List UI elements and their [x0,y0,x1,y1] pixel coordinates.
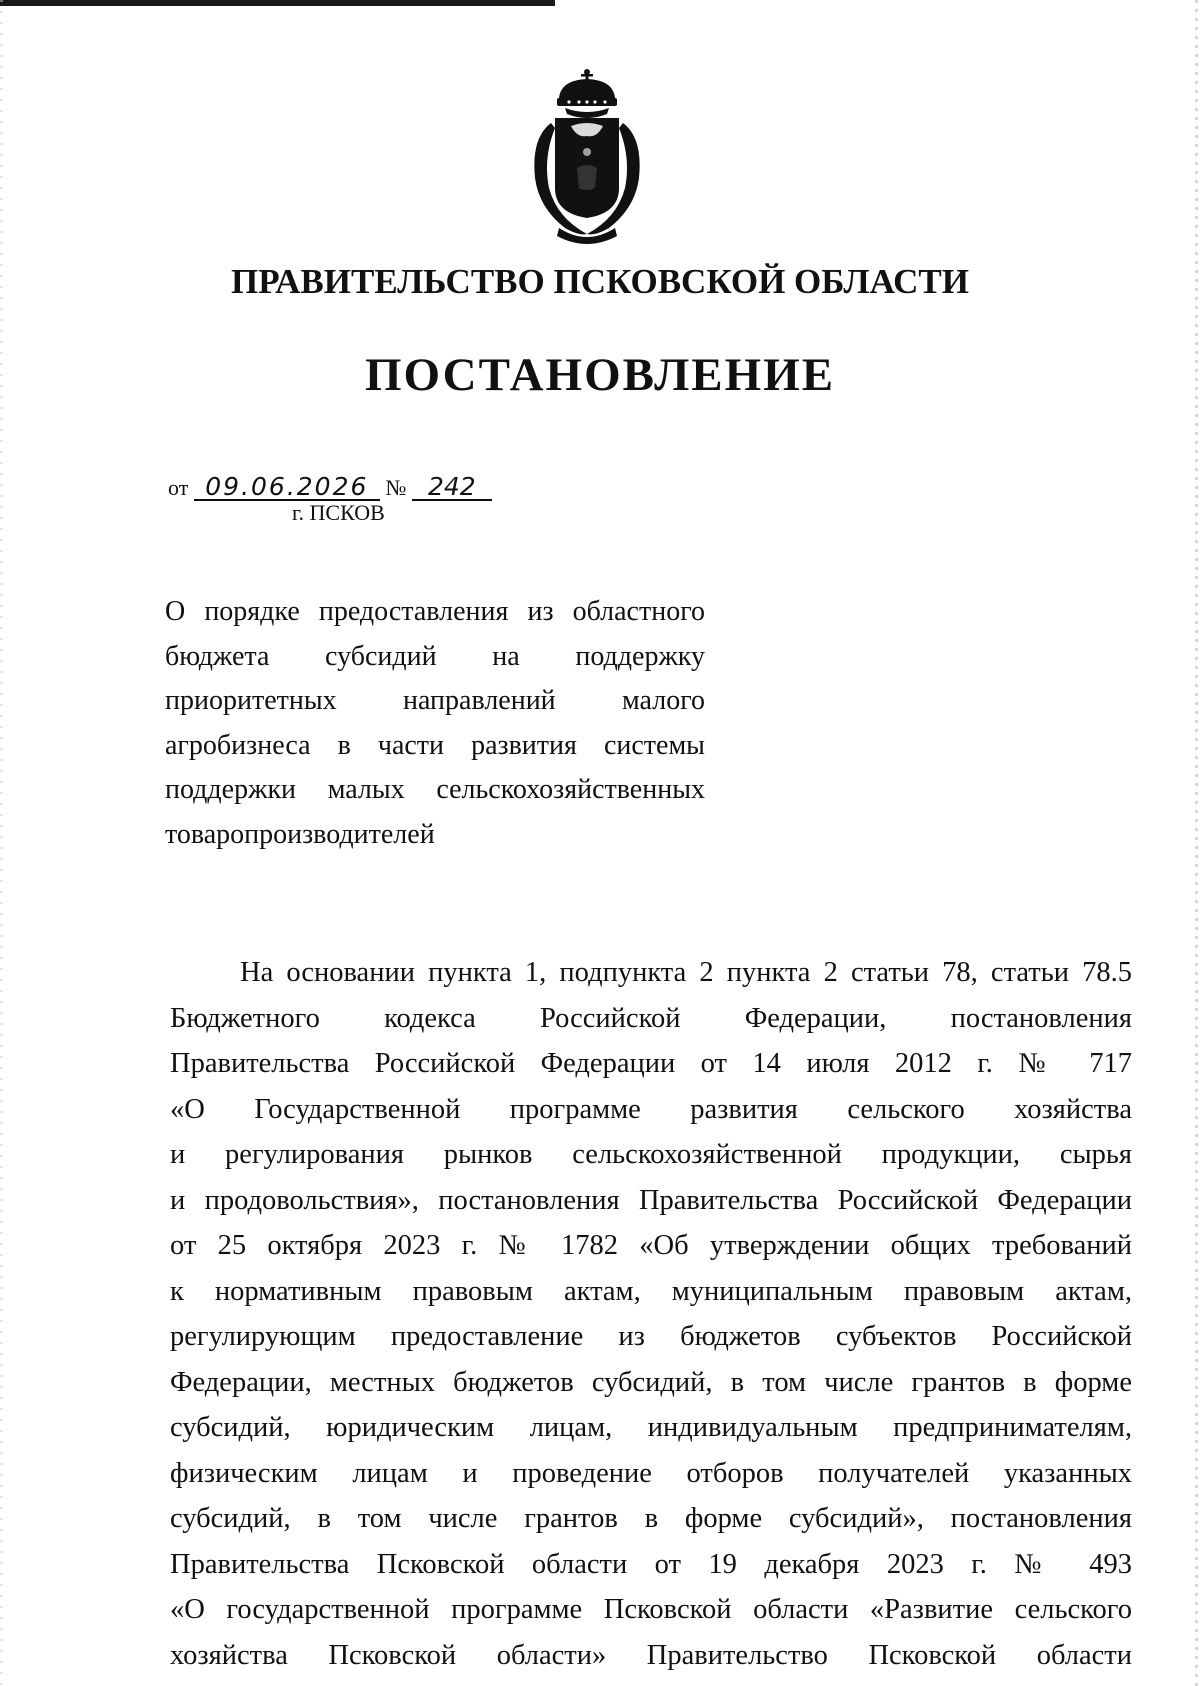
organization-title: ПРАВИТЕЛЬСТВО ПСКОВСКОЙ ОБЛАСТИ [231,262,969,301]
document-type-title: ПОСТАНОВЛЕНИЕ [364,349,836,401]
coat-of-arms-icon [525,68,650,248]
body-line: субсидий, юридическим лицам, индивидуальным предпринимателям, [170,1412,1132,1443]
city-label: г. ПСКОВ [292,500,385,525]
number-label: № [385,475,407,500]
subject-line: агробизнеса в части развития системы [165,729,705,761]
scan-edge-right [1195,0,1198,1686]
body-line: «О Государственной программе развития сельского хозяйства [170,1093,1132,1125]
body-line: Правительства Псковской области от 19 декабря 2023 г. № 493 [170,1548,1132,1580]
body-line: к нормативным правовым актам, муниципальным правовым актам, [170,1275,1132,1307]
body-line: Бюджетного кодекса Российской Федерации, постановления [170,1002,1132,1034]
body-line: регулирующим предоставление из бюджетов субъектов Российской [170,1321,1132,1352]
subject-line: товаропроизводителей [165,818,435,850]
body-line: Федерации, местных бюджетов субсидий, в том числе грантов в форме [170,1366,1132,1398]
body-line: На основании пункта 1, подпункта 2 пункта 2 статьи 78, статьи 78.5 [240,957,1132,988]
body-line: хозяйства Псковской области» Правительство Псковской области [170,1639,1132,1671]
subject-line: О порядке предоставления из областного [165,596,705,627]
scan-edge-top [0,0,555,6]
body-line: от 25 октября 2023 г. № 1782 «Об утверждении общих требований [170,1230,1132,1261]
subject-line: поддержки малых сельскохозяйственных [165,774,705,805]
body-line: и продовольствия», постановления Правительства Российской Федерации [170,1184,1132,1216]
body-line: и регулирования рынков сельскохозяйственной продукции, сырья [170,1139,1132,1170]
document-body [170,950,1132,1678]
document-subject [165,590,705,857]
date-number-line [168,472,492,501]
handwritten-number: 242 [412,475,492,501]
body-line: Правительства Российской Федерации от 14 июля 2012 г. № 717 [170,1048,1132,1079]
subject-line: приоритетных направлений малого [165,685,705,716]
body-line: физическим лицам и проведение отборов получателей указанных [170,1457,1132,1489]
body-line: «О государственной программе Псковской области «Развитие сельского [170,1594,1132,1625]
scan-edge-left [0,0,3,1686]
handwritten-date: 09.06.2026 [194,475,380,501]
from-label: от [168,475,189,500]
body-line: субсидий, в том числе грантов в форме субсидий», постановления [170,1503,1132,1534]
subject-line: бюджета субсидий на поддержку [165,640,705,672]
